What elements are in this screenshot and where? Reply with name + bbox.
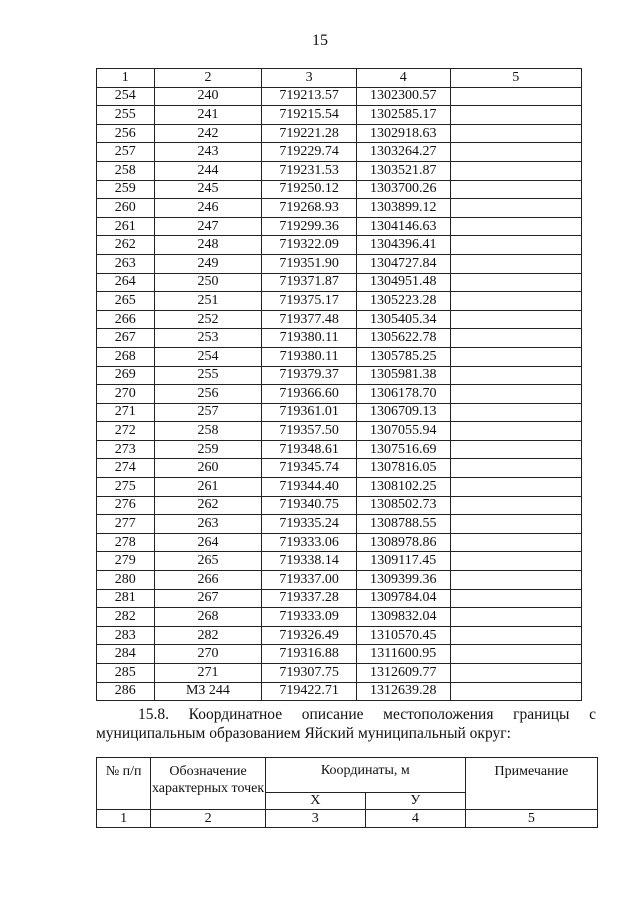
y-cell: 1310570.45	[356, 626, 450, 645]
row-number-cell: 266	[97, 310, 155, 329]
row-number-cell: 276	[97, 496, 155, 515]
note-cell	[450, 403, 581, 422]
point-cell: 260	[154, 459, 262, 478]
note-cell	[450, 552, 581, 571]
point-cell: 261	[154, 478, 262, 497]
table-row	[97, 236, 582, 255]
row-number-cell: 259	[97, 180, 155, 199]
y-cell: 1307055.94	[356, 422, 450, 441]
table-row	[97, 571, 582, 590]
table-row	[97, 292, 582, 311]
point-cell: 264	[154, 533, 262, 552]
point-cell: 253	[154, 329, 262, 348]
x-cell: 719231.53	[262, 161, 357, 180]
section-line-2: муниципальным образованием Яйский муниципальный округ:	[96, 725, 511, 742]
point-cell: 244	[154, 161, 262, 180]
y-cell: 1305223.28	[356, 292, 450, 311]
col-x-header: Х	[265, 793, 365, 810]
note-cell	[450, 459, 581, 478]
table-row	[97, 533, 582, 552]
note-cell	[450, 347, 581, 366]
note-cell	[450, 515, 581, 534]
point-cell: 268	[154, 608, 262, 627]
x-cell: 719337.28	[262, 589, 357, 608]
table-row	[97, 273, 582, 292]
row-number-cell: 270	[97, 385, 155, 404]
note-cell	[450, 440, 581, 459]
row-number-cell: 271	[97, 403, 155, 422]
table-row	[97, 161, 582, 180]
x-cell: 719380.11	[262, 329, 357, 348]
x-cell: 719333.06	[262, 533, 357, 552]
note-cell	[450, 626, 581, 645]
row-number-cell: 255	[97, 106, 155, 125]
point-cell: 245	[154, 180, 262, 199]
table-row	[97, 347, 582, 366]
row-number-cell: 269	[97, 366, 155, 385]
x-cell: 719377.48	[262, 310, 357, 329]
note-cell	[450, 422, 581, 441]
point-cell: 256	[154, 385, 262, 404]
page-number: 15	[312, 32, 328, 49]
y-cell: 1309784.04	[356, 589, 450, 608]
y-cell: 1309117.45	[356, 552, 450, 571]
section-word: границы	[513, 706, 570, 723]
y-cell: 1304146.63	[356, 217, 450, 236]
row-number-cell: 273	[97, 440, 155, 459]
table-row	[97, 682, 582, 701]
point-cell: 248	[154, 236, 262, 255]
point-cell: 270	[154, 645, 262, 664]
x-cell: 719337.00	[262, 571, 357, 590]
y-cell: 1308788.55	[356, 515, 450, 534]
x-cell: 719250.12	[262, 180, 357, 199]
row-number-cell: 260	[97, 199, 155, 218]
row-number-cell: 257	[97, 143, 155, 162]
y-cell: 1304727.84	[356, 254, 450, 273]
x-cell: 719322.09	[262, 236, 357, 255]
x-cell: 719380.11	[262, 347, 357, 366]
header-cell: 5	[450, 69, 581, 88]
row-number-cell: 283	[97, 626, 155, 645]
x-cell: 719326.49	[262, 626, 357, 645]
note-cell	[450, 645, 581, 664]
note-cell	[450, 124, 581, 143]
header-cell: 4	[356, 69, 450, 88]
point-cell: 257	[154, 403, 262, 422]
table-row	[97, 626, 582, 645]
point-cell: 259	[154, 440, 262, 459]
point-cell: 250	[154, 273, 262, 292]
y-cell: 1308502.73	[356, 496, 450, 515]
table-row	[97, 217, 582, 236]
table-row	[97, 515, 582, 534]
y-cell: 1307816.05	[356, 459, 450, 478]
note-cell	[450, 199, 581, 218]
note-cell	[450, 106, 581, 125]
note-cell	[450, 608, 581, 627]
section-paragraph	[96, 705, 596, 743]
section-word: описание	[301, 706, 364, 723]
column-number-cell: 5	[465, 810, 597, 828]
row-number-cell: 274	[97, 459, 155, 478]
y-cell: 1308102.25	[356, 478, 450, 497]
x-cell: 719348.61	[262, 440, 357, 459]
header-cell: 1	[97, 69, 155, 88]
row-number-cell: 275	[97, 478, 155, 497]
y-cell: 1305785.25	[356, 347, 450, 366]
y-cell: 1308978.86	[356, 533, 450, 552]
row-number-cell: 285	[97, 664, 155, 683]
point-cell: 265	[154, 552, 262, 571]
column-number-cell: 3	[265, 810, 365, 828]
x-cell: 719375.17	[262, 292, 357, 311]
point-cell: 282	[154, 626, 262, 645]
point-cell: 240	[154, 87, 262, 106]
point-cell: 247	[154, 217, 262, 236]
point-cell: 251	[154, 292, 262, 311]
x-cell: 719351.90	[262, 254, 357, 273]
note-cell	[450, 589, 581, 608]
x-cell: 719371.87	[262, 273, 357, 292]
y-cell: 1303899.12	[356, 199, 450, 218]
y-cell: 1305405.34	[356, 310, 450, 329]
x-cell: 719268.93	[262, 199, 357, 218]
point-cell: 241	[154, 106, 262, 125]
note-cell	[450, 496, 581, 515]
y-cell: 1303264.27	[356, 143, 450, 162]
x-cell: 719213.57	[262, 87, 357, 106]
row-number-cell: 262	[97, 236, 155, 255]
row-number-cell: 254	[97, 87, 155, 106]
note-cell	[450, 180, 581, 199]
note-cell	[450, 143, 581, 162]
row-number-cell: 267	[97, 329, 155, 348]
table-row	[97, 459, 582, 478]
note-cell	[450, 217, 581, 236]
table-row	[97, 180, 582, 199]
table-row	[97, 385, 582, 404]
point-cell: МЗ 244	[154, 682, 262, 701]
y-cell: 1302918.63	[356, 124, 450, 143]
table-row	[97, 440, 582, 459]
column-number-row	[97, 810, 598, 828]
point-cell: 267	[154, 589, 262, 608]
column-number-cell: 4	[365, 810, 465, 828]
y-cell: 1302585.17	[356, 106, 450, 125]
point-cell: 243	[154, 143, 262, 162]
row-number-cell: 284	[97, 645, 155, 664]
col-y-header: У	[365, 793, 465, 810]
note-cell	[450, 571, 581, 590]
column-number-cell: 1	[97, 810, 151, 828]
x-cell: 719335.24	[262, 515, 357, 534]
x-cell: 719299.36	[262, 217, 357, 236]
table-row	[97, 422, 582, 441]
x-cell: 719345.74	[262, 459, 357, 478]
section-word: местоположения	[383, 706, 494, 723]
point-cell: 249	[154, 254, 262, 273]
table-row	[97, 366, 582, 385]
x-cell: 719215.54	[262, 106, 357, 125]
table-row	[97, 143, 582, 162]
point-cell: 263	[154, 515, 262, 534]
note-cell	[450, 292, 581, 311]
table-row	[97, 254, 582, 273]
row-number-cell: 286	[97, 682, 155, 701]
note-cell	[450, 329, 581, 348]
y-cell: 1312609.77	[356, 664, 450, 683]
x-cell: 719229.74	[262, 143, 357, 162]
x-cell: 719338.14	[262, 552, 357, 571]
table-row	[97, 496, 582, 515]
header-cell: 2	[154, 69, 262, 88]
table-header-row	[97, 69, 582, 88]
x-cell: 719221.28	[262, 124, 357, 143]
table-row	[97, 124, 582, 143]
x-cell: 719366.60	[262, 385, 357, 404]
table-row	[97, 310, 582, 329]
y-cell: 1304396.41	[356, 236, 450, 255]
note-cell	[450, 310, 581, 329]
point-cell: 242	[154, 124, 262, 143]
x-cell: 719307.75	[262, 664, 357, 683]
row-number-cell: 265	[97, 292, 155, 311]
table-row	[97, 589, 582, 608]
note-cell	[450, 385, 581, 404]
row-number-cell: 272	[97, 422, 155, 441]
row-number-cell: 278	[97, 533, 155, 552]
section-word: 15.8.	[138, 706, 169, 723]
row-number-cell: 264	[97, 273, 155, 292]
row-number-cell: 277	[97, 515, 155, 534]
x-cell: 719361.01	[262, 403, 357, 422]
note-cell	[450, 236, 581, 255]
note-cell	[450, 161, 581, 180]
point-cell: 252	[154, 310, 262, 329]
col-number-header: № п/п	[97, 758, 151, 810]
y-cell: 1307516.69	[356, 440, 450, 459]
x-cell: 719357.50	[262, 422, 357, 441]
row-number-cell: 282	[97, 608, 155, 627]
column-number-cell: 2	[151, 810, 265, 828]
note-cell	[450, 478, 581, 497]
col-coordinates-header: Координаты, м	[265, 758, 465, 793]
table-row	[97, 87, 582, 106]
section-line-1	[96, 705, 596, 724]
y-cell: 1303700.26	[356, 180, 450, 199]
point-cell: 258	[154, 422, 262, 441]
row-number-cell: 261	[97, 217, 155, 236]
y-cell: 1303521.87	[356, 161, 450, 180]
y-cell: 1309399.36	[356, 571, 450, 590]
row-number-cell: 279	[97, 552, 155, 571]
row-number-cell: 258	[97, 161, 155, 180]
coordinates-table-body	[97, 69, 582, 701]
row-number-cell: 256	[97, 124, 155, 143]
point-cell: 266	[154, 571, 262, 590]
x-cell: 719340.75	[262, 496, 357, 515]
table-header-row	[97, 758, 598, 793]
y-cell: 1305981.38	[356, 366, 450, 385]
note-cell	[450, 254, 581, 273]
col-designation-header: Обозначение характерных точек	[151, 758, 265, 810]
table-row	[97, 403, 582, 422]
table-row	[97, 329, 582, 348]
point-cell: 262	[154, 496, 262, 515]
note-cell	[450, 366, 581, 385]
note-cell	[450, 664, 581, 683]
y-cell: 1312639.28	[356, 682, 450, 701]
table-row	[97, 106, 582, 125]
table-row	[97, 664, 582, 683]
x-cell: 719333.09	[262, 608, 357, 627]
note-cell	[450, 533, 581, 552]
point-cell: 246	[154, 199, 262, 218]
point-cell: 271	[154, 664, 262, 683]
x-cell: 719344.40	[262, 478, 357, 497]
y-cell: 1311600.95	[356, 645, 450, 664]
section-word: с	[589, 706, 596, 723]
x-cell: 719422.71	[262, 682, 357, 701]
x-cell: 719379.37	[262, 366, 357, 385]
table-row	[97, 645, 582, 664]
boundary-header-table	[96, 757, 598, 828]
table-row	[97, 199, 582, 218]
table-row	[97, 478, 582, 497]
point-cell: 255	[154, 366, 262, 385]
table-row	[97, 608, 582, 627]
row-number-cell: 280	[97, 571, 155, 590]
header-cell: 3	[262, 69, 357, 88]
y-cell: 1306178.70	[356, 385, 450, 404]
row-number-cell: 281	[97, 589, 155, 608]
x-cell: 719316.88	[262, 645, 357, 664]
y-cell: 1302300.57	[356, 87, 450, 106]
row-number-cell: 263	[97, 254, 155, 273]
row-number-cell: 268	[97, 347, 155, 366]
coordinates-table	[96, 68, 582, 701]
section-word: Координатное	[188, 706, 283, 723]
table-row	[97, 552, 582, 571]
point-cell: 254	[154, 347, 262, 366]
note-cell	[450, 87, 581, 106]
y-cell: 1304951.48	[356, 273, 450, 292]
note-cell	[450, 273, 581, 292]
y-cell: 1309832.04	[356, 608, 450, 627]
y-cell: 1305622.78	[356, 329, 450, 348]
note-cell	[450, 682, 581, 701]
y-cell: 1306709.13	[356, 403, 450, 422]
col-note-header: Примечание	[465, 758, 597, 810]
